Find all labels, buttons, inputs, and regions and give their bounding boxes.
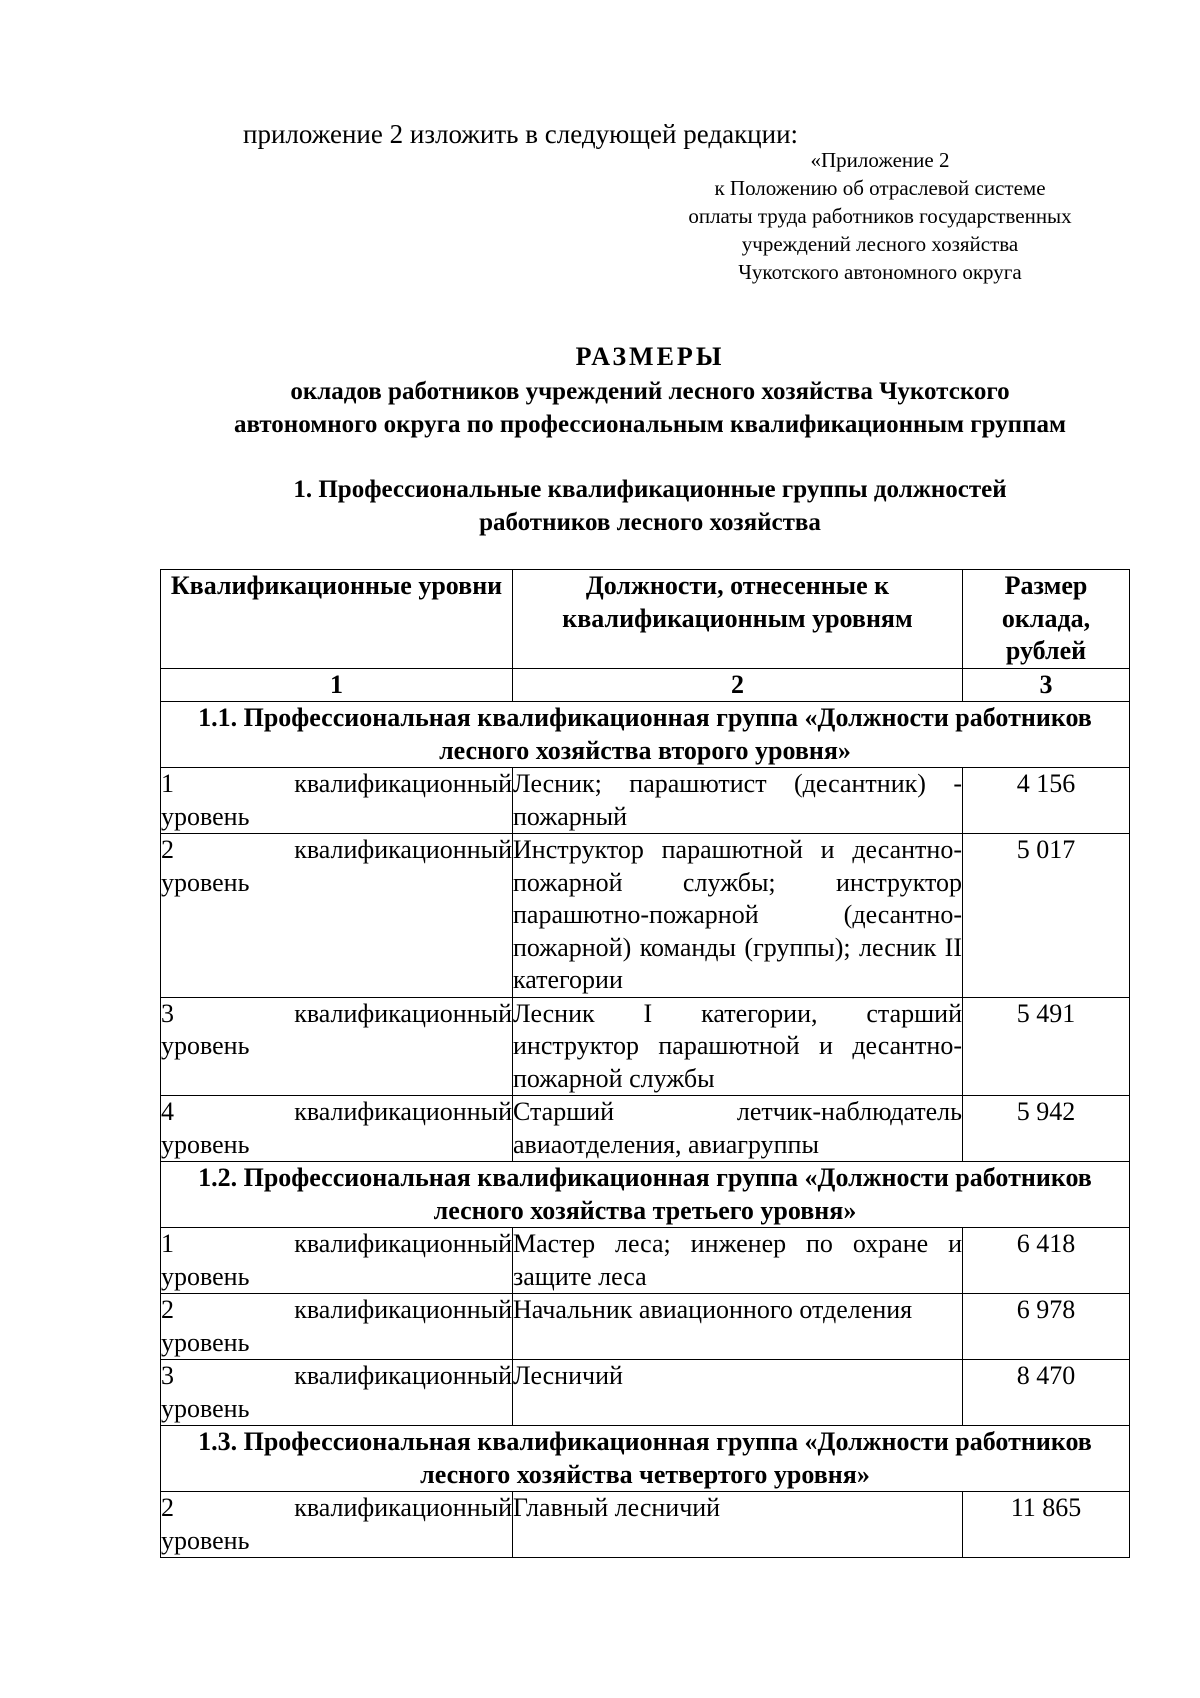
- group-title: 1.3. Профессиональная квалификационная группа «Должности работников лесного хозяйства четвертого уровня»: [161, 1426, 1130, 1492]
- level-number: 3: [161, 998, 174, 1028]
- group-title: 1.2. Профессиональная квалификационная группа «Должности работников лесного хозяйства третьего уровня»: [161, 1162, 1130, 1228]
- level-tail: уровень: [161, 1393, 250, 1423]
- level-line: [161, 1360, 512, 1393]
- level-line: [161, 998, 512, 1031]
- positions-cell: Лесничий: [513, 1360, 963, 1426]
- level-number: 4: [161, 1097, 174, 1126]
- salary-cell: 8 470: [963, 1360, 1130, 1426]
- salary-cell: 11 865: [963, 1492, 1130, 1558]
- document-subtitle: [150, 375, 1150, 441]
- level-number: 1: [161, 1229, 174, 1258]
- salary-cell: 4 156: [963, 768, 1130, 834]
- group-row: [161, 1426, 1130, 1492]
- table-row: [161, 1096, 1130, 1162]
- table-body: [161, 702, 1130, 1558]
- level-cell: [161, 768, 513, 834]
- column-number: 2: [513, 668, 963, 702]
- appendix-reference: [640, 146, 1120, 286]
- level-cell: [161, 834, 513, 998]
- level-line: [161, 1096, 512, 1129]
- header-salary: Размер оклада, рублей: [963, 570, 1130, 669]
- section-heading-line: 1. Профессиональные квалификационные группы должностей: [293, 476, 1007, 503]
- appendix-line: Чукотского автономного округа: [738, 260, 1022, 284]
- level-number: 2: [161, 1295, 174, 1324]
- level-line: [161, 1294, 512, 1327]
- table-header-row: [161, 570, 1130, 669]
- level-word: квалификационный: [294, 998, 512, 1028]
- table-row: [161, 768, 1130, 834]
- positions-cell: Старший летчик-наблюдатель авиаотделения, авиагруппы: [513, 1096, 963, 1162]
- salary-cell: 6 418: [963, 1228, 1130, 1294]
- salary-table: [160, 569, 1130, 1558]
- appendix-line: оплаты труда работников государственных: [688, 204, 1072, 228]
- table-row: [161, 1492, 1130, 1558]
- document-title: РАЗМЕРЫ: [575, 342, 725, 371]
- group-row: [161, 702, 1130, 768]
- level-word: квалификационный: [294, 769, 512, 798]
- level-tail: уровень: [161, 1327, 250, 1357]
- level-number: 2: [161, 835, 174, 864]
- positions-cell: Главный лесничий: [513, 1492, 963, 1558]
- level-word: квалификационный: [294, 1295, 512, 1324]
- level-tail: уровень: [161, 801, 250, 831]
- level-word: квалификационный: [294, 835, 512, 864]
- section-heading-line: работников лесного хозяйства: [479, 509, 821, 536]
- positions-cell: Начальник авиационного отделения: [513, 1294, 963, 1360]
- table-row: [161, 1228, 1130, 1294]
- appendix-line: учреждений лесного хозяйства: [741, 232, 1019, 256]
- intro-text: приложение 2 изложить в следующей редакции:: [243, 119, 799, 149]
- level-cell: [161, 1360, 513, 1426]
- level-cell: [161, 1492, 513, 1558]
- positions-cell: Лесник; парашютист (десантник) - пожарный: [513, 768, 963, 834]
- level-line: [161, 768, 512, 801]
- salary-cell: 5 017: [963, 834, 1130, 998]
- level-word: квалификационный: [294, 1097, 512, 1126]
- level-line: [161, 1228, 512, 1261]
- table-row: [161, 1360, 1130, 1426]
- level-line: [161, 1492, 512, 1525]
- column-number: 3: [963, 668, 1130, 702]
- level-tail: уровень: [161, 1031, 250, 1060]
- subtitle-line: автономного округа по профессиональным квалификационным группам: [233, 411, 1067, 438]
- positions-cell: Мастер леса; инженер по охране и защите леса: [513, 1228, 963, 1294]
- level-number: 1: [161, 769, 174, 798]
- level-cell: [161, 1294, 513, 1360]
- table-row: [161, 834, 1130, 998]
- level-word: квалификационный: [294, 1229, 512, 1258]
- level-tail: уровень: [161, 867, 250, 897]
- level-cell: [161, 1228, 513, 1294]
- appendix-line: к Положению об отраслевой системе: [714, 176, 1046, 200]
- column-number-row: [161, 668, 1130, 702]
- level-word: квалификационный: [294, 1493, 512, 1522]
- level-cell: [161, 1096, 513, 1162]
- level-tail: уровень: [161, 1129, 250, 1159]
- level-line: [161, 834, 512, 867]
- group-title: 1.1. Профессиональная квалификационная группа «Должности работников лесного хозяйства второго уровня»: [161, 702, 1130, 768]
- level-tail: уровень: [161, 1525, 250, 1555]
- positions-cell: Инструктор парашютной и десантно-пожарной службы; инструктор парашютно-пожарной (десантно-пожарной) команды (группы); лесник II категории: [513, 834, 963, 998]
- table-row: [161, 1294, 1130, 1360]
- table-row: [161, 997, 1130, 1096]
- level-cell: [161, 997, 513, 1096]
- positions-cell: Лесник I категории, старший инструктор парашютной и десантно-пожарной службы: [513, 997, 963, 1096]
- salary-cell: 5 491: [963, 997, 1130, 1096]
- level-tail: уровень: [161, 1261, 250, 1291]
- header-levels: Квалификационные уровни: [161, 570, 513, 669]
- group-row: [161, 1162, 1130, 1228]
- salary-cell: 5 942: [963, 1096, 1130, 1162]
- level-word: квалификационный: [294, 1361, 512, 1390]
- salary-cell: 6 978: [963, 1294, 1130, 1360]
- level-number: 2: [161, 1493, 174, 1522]
- column-number: 1: [161, 668, 513, 702]
- level-number: 3: [161, 1361, 174, 1390]
- section-heading: [150, 473, 1150, 539]
- appendix-line: «Приложение 2: [810, 148, 950, 172]
- subtitle-line: окладов работников учреждений лесного хозяйства Чукотского: [290, 378, 1010, 405]
- header-positions: Должности, отнесенные к квалификационным уровням: [513, 570, 963, 669]
